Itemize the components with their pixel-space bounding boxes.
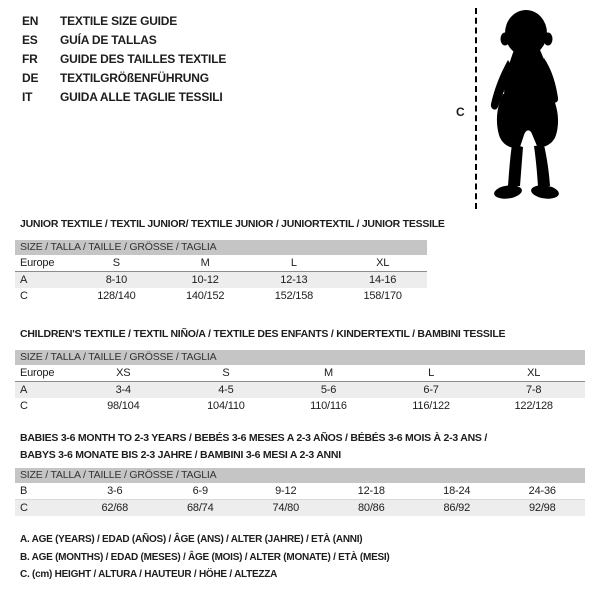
size-cell: XS [116,367,131,379]
size-cell: 3-4 [115,384,131,396]
size-cell: 140/152 [185,290,225,302]
language-row [22,88,226,107]
height-measure-line [475,8,477,209]
size-cell: XL [376,257,390,269]
row-label: A [20,384,28,396]
size-cell: 6-7 [423,384,439,396]
language-row [22,31,226,50]
size-cell: 5-6 [320,384,337,396]
size-cell: 9-12 [275,485,297,497]
language-code: IT [22,90,33,104]
language-code: ES [22,33,38,47]
table-row [15,288,427,304]
table-title-line: JUNIOR TEXTILE / TEXTIL JUNIOR/ TEXTILE JUNIOR / JUNIORTEXTIL / JUNIOR TESSILE [20,218,445,230]
language-code: EN [22,14,39,28]
size-cell: 6-9 [192,485,208,497]
language-title: TEXTILGRÖßENFÜHRUNG [60,71,209,85]
size-cell: 12-18 [357,485,385,497]
children-size-table [15,326,585,414]
size-cell: 8-10 [105,274,127,286]
table-rows [15,255,427,304]
language-title: GUIDE DES TAILLES TEXTILE [60,52,227,66]
row-label: C [20,400,28,412]
table-row [15,398,585,414]
size-cell: XL [527,367,541,379]
language-title: GUÍA DE TALLAS [60,33,157,47]
size-cell: 98/104 [107,400,140,412]
baby-silhouette-icon [481,8,573,208]
row-label: Europe [20,367,55,379]
size-cell: 74/80 [272,502,300,514]
row-label: B [20,485,28,497]
size-cell: 158/170 [363,290,402,302]
size-header-bar: SIZE / TALLA / TAILLE / GRÖSSE / TAGLIA [15,240,427,255]
size-header-bar: SIZE / TALLA / TAILLE / GRÖSSE / TAGLIA [15,350,585,365]
size-cell: 12-13 [280,274,308,286]
size-cell: 92/98 [528,502,556,514]
legend [20,531,390,584]
legend-line: A. AGE (YEARS) / EDAD (AÑOS) / ÂGE (ANS) / ALTER (JAHRE) / ETÀ (ANNI) [20,534,363,545]
babies-size-table [15,430,585,516]
size-cell: 10-12 [191,274,219,286]
size-cell: L [290,257,297,269]
size-cell: S [222,367,230,379]
size-cell: M [200,257,210,269]
size-cell: 128/140 [97,290,136,302]
size-cell: 18-24 [443,485,471,497]
size-cell: 3-6 [107,485,123,497]
size-cell: 116/122 [412,400,450,412]
language-row [22,50,226,69]
junior-size-table [15,216,445,304]
legend-line: C. (cm) HEIGHT / ALTURA / HAUTEUR / HÖHE / ALTEZZA [20,569,278,580]
size-cell: 86/92 [443,502,471,514]
size-cell: 80/86 [357,502,385,514]
height-measure-label: C [456,105,465,119]
size-cell: 152/158 [274,290,314,302]
language-code: DE [22,71,39,85]
size-cell: 24-36 [528,485,556,497]
language-row [22,69,226,88]
table-title-line: CHILDREN'S TEXTILE / TEXTIL NIÑO/A / TEXTILE DES ENFANTS / KINDERTEXTIL / BAMBINI TESSILE [20,328,506,340]
row-label: C [20,290,28,302]
legend-line: B. AGE (MONTHS) / EDAD (MESES) / ÂGE (MOIS) / ALTER (MONATE) / ETÀ (MESI) [20,551,390,563]
table-row [15,500,585,516]
size-cell: M [324,367,333,379]
row-label: C [20,502,28,514]
table-row [15,272,427,288]
table-title [15,326,585,342]
size-cell: 4-5 [218,384,234,396]
size-header-bar: SIZE / TALLA / TAILLE / GRÖSSE / TAGLIA [15,468,585,483]
table-row [15,255,427,272]
size-cell: 62/68 [101,502,129,514]
size-cell: 68/74 [186,502,214,514]
table-rows [15,365,585,414]
table-title [15,216,445,232]
language-title: TEXTILE SIZE GUIDE [60,14,178,28]
language-list [22,12,226,107]
language-code: FR [22,52,38,66]
table-rows [15,483,585,516]
table-title-line: BABYS 3-6 MONATE BIS 2-3 JAHRE / BAMBINI 3-6 MESI A 2-3 ANNI [20,449,341,461]
table-row [15,382,585,398]
size-cell: 104/110 [207,400,245,412]
table-row [15,483,585,500]
row-label: Europe [20,257,55,269]
language-row [22,12,226,31]
size-cell: 122/128 [514,400,553,412]
language-title: GUIDA ALLE TAGLIE TESSILI [60,90,223,104]
table-title-line: BABIES 3-6 MONTH TO 2-3 YEARS / BEBÉS 3-6 MESES A 2-3 AÑOS / BÉBÉS 3-6 MOIS À 2-3 ANS / [20,432,488,444]
row-label: A [20,274,28,286]
size-cell: S [112,257,120,269]
size-cell: L [428,367,435,379]
size-cell: 14-16 [369,274,397,286]
table-title [15,430,585,464]
size-cell: 110/116 [310,400,347,412]
size-cell: 7-8 [526,384,542,396]
table-row [15,365,585,382]
